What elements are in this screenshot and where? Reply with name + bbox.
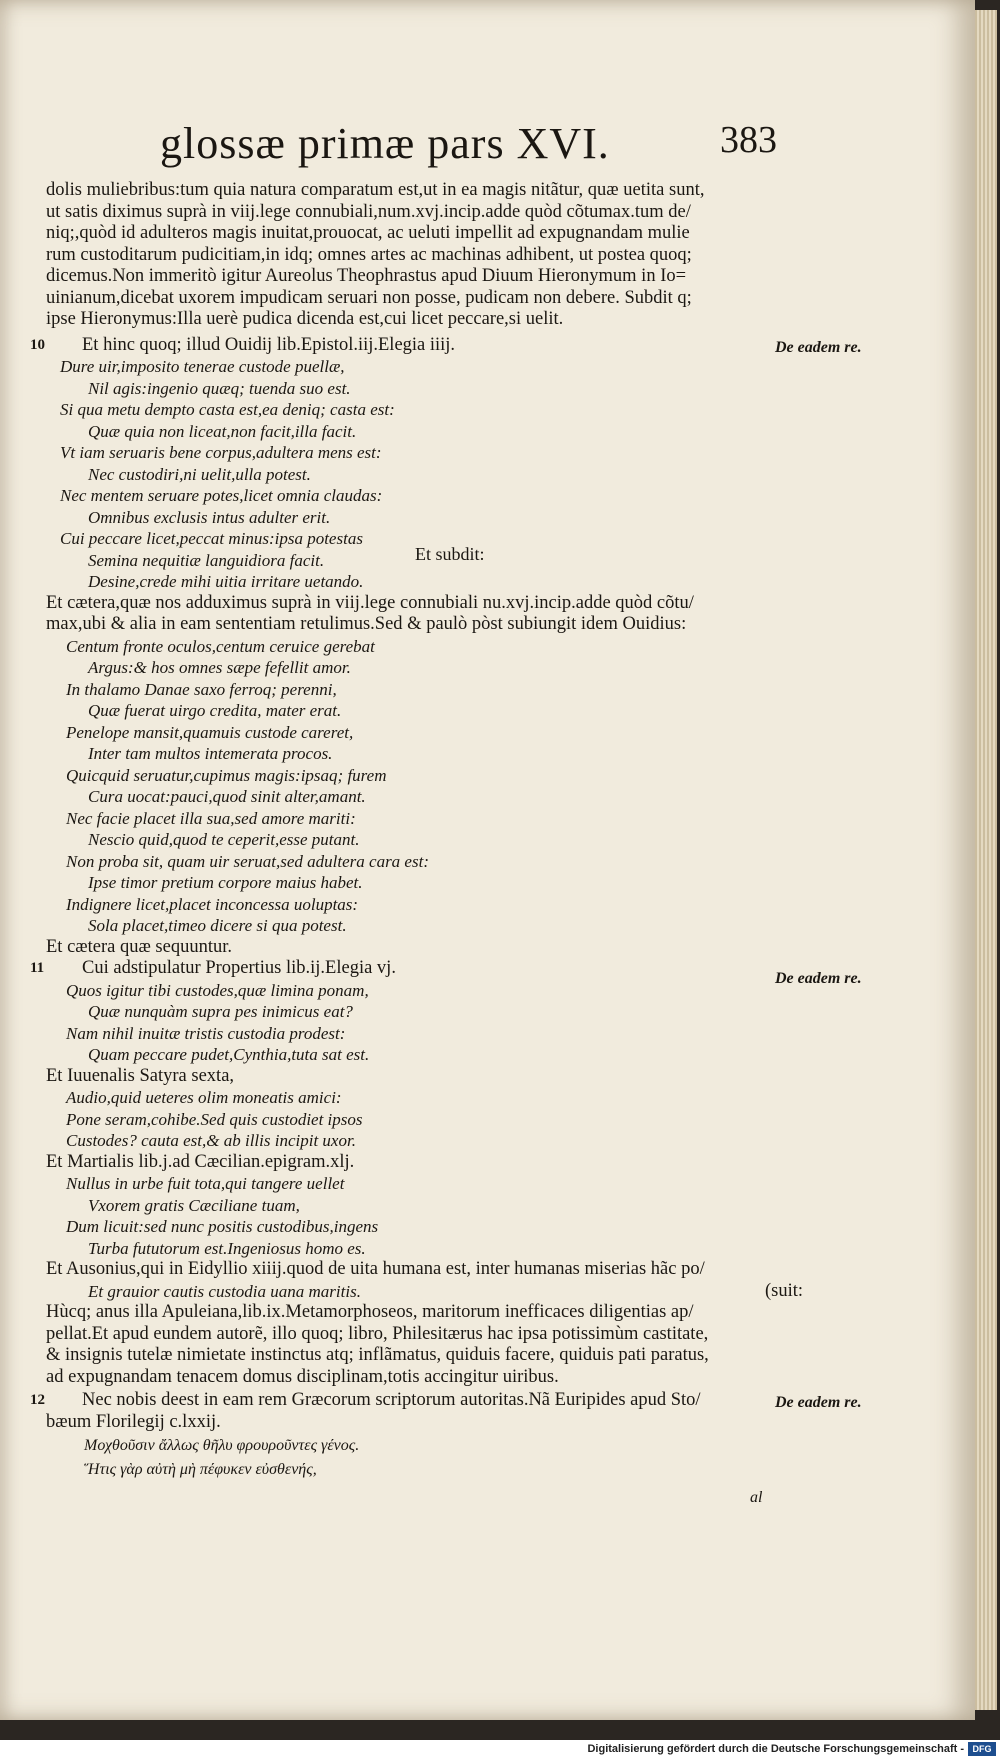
verse-line: Quæ nunquàm supra pes inimicus eat? bbox=[88, 1002, 353, 1021]
verse-line: Omnibus exclusis intus adulter erit. bbox=[88, 507, 331, 527]
greek-line: Μοχθοῦσιν ἄλλως θῆλυ φρουροῦντες γένος. bbox=[84, 1437, 360, 1454]
verse-line: Quæ quia non liceat,non facit,illa facit. bbox=[88, 421, 357, 441]
text-line: Et cætera quæ sequuntur. bbox=[46, 936, 232, 957]
text-line: & insignis tutelæ nimietate instinctus atq; inflãmatus, quiduis facere, quiduis pati paratus, bbox=[46, 1345, 709, 1365]
verse-line: Quicquid seruatur,cupimus magis:ipsaq; furem bbox=[66, 765, 387, 785]
text-line: Et subdit: bbox=[415, 544, 485, 564]
section-number: 12 bbox=[30, 1392, 45, 1408]
verse-line: Nullus in urbe fuit tota,qui tangere uellet bbox=[66, 1174, 345, 1193]
page-number: 383 bbox=[720, 119, 777, 161]
text-line: Nec nobis deest in eam rem Græcorum scriptorum autoritas.Nã Euripides apud Sto/ bbox=[82, 1390, 701, 1410]
verse-line: Pone seram,cohibe.Sed quis custodiet ipsos bbox=[66, 1109, 363, 1129]
verse-line: Indignere licet,placet inconcessa uoluptas: bbox=[66, 894, 359, 914]
verse-line: Inter tam multos intemerata procos. bbox=[88, 744, 333, 763]
text-line: ut satis diximus suprà in viij.lege connubiali,num.xvj.incip.adde quòd cõtumax.tum de/ bbox=[46, 201, 691, 222]
margin-note: De eadem re. bbox=[775, 970, 862, 987]
verse-line: Audio,quid ueteres olim moneatis amici: bbox=[66, 1088, 342, 1107]
text-line: Et cætera,quæ nos adduximus suprà in viij.lege connubiali nu.xvj.incip.adde quòd cõtu/ bbox=[46, 592, 694, 613]
verse-line: Vt iam seruaris bene corpus,adultera mens est: bbox=[60, 443, 382, 462]
text-line: (suit: bbox=[765, 1281, 804, 1301]
verse-line: Sola placet,timeo dicere si qua potest. bbox=[88, 916, 347, 935]
verse-line: Cui peccare licet,peccat minus:ipsa potestas bbox=[60, 529, 363, 548]
text-line: Cui adstipulatur Propertius lib.ij.Elegia vj. bbox=[82, 958, 396, 978]
text-line: Et Martialis lib.j.ad Cæcilian.epigram.xlj. bbox=[46, 1151, 355, 1172]
text-line: uinianum,dicebat uxorem impudicam seruari non posse, pudicam non debere. Subdit q; bbox=[46, 287, 692, 308]
running-header bbox=[160, 118, 780, 169]
verse-line: Argus:& hos omnes sæpe fefellit amor. bbox=[88, 658, 351, 677]
verse-line: Centum fronte oculos,centum ceruice gerebat bbox=[66, 636, 375, 656]
verse-line: Non proba sit, quam uir seruat,sed adultera cara est: bbox=[66, 851, 429, 871]
verse-line: Nec mentem seruare potes,licet omnia claudas: bbox=[60, 486, 383, 505]
verse-line: Dum licuit:sed nunc positis custodibus,ingens bbox=[66, 1217, 379, 1236]
page-title: glossæ primæ pars XVI. bbox=[160, 119, 610, 168]
verse-line: Vxorem gratis Cæciliane tuam, bbox=[88, 1195, 300, 1215]
dfg-logo: DFG bbox=[968, 1742, 996, 1756]
verse-line: Quos igitur tibi custodes,quæ limina ponam, bbox=[66, 980, 369, 1000]
text-line: Et hinc quoq; illud Ouidij lib.Epistol.iij.Elegia iiij. bbox=[82, 334, 456, 355]
text-line: pellat.Et apud eundem autorẽ, illo quoq; libro, Philesitærus hac ipsa potissimùm castitate, bbox=[46, 1323, 709, 1344]
verse-line: Nec custodiri,ni uelit,ulla potest. bbox=[88, 464, 311, 484]
verse-line: Nec facie placet illa sua,sed amore mariti: bbox=[66, 808, 356, 828]
text-line: Et Iuuenalis Satyra sexta, bbox=[46, 1065, 235, 1086]
margin-note: De eadem re. bbox=[775, 338, 862, 356]
text-line: dolis muliebribus:tum quia natura comparatum est,ut in ea magis nitãtur, quæ uetita sunt, bbox=[46, 180, 705, 200]
text-line: max,ubi & alia in eam sententiam retulimus.Sed & paulò pòst subiungit idem Ouidius: bbox=[46, 614, 687, 634]
text-line: rum custoditarum pudicitiam,in idq; omnes artes ac machinas adhibent, ut postea quoq; bbox=[46, 244, 692, 265]
verse-line: Turba fututorum est.Ingeniosus homo es. bbox=[88, 1238, 366, 1258]
margin-note: De eadem re. bbox=[775, 1393, 862, 1411]
verse-line: Quam peccare pudet,Cynthia,tuta sat est. bbox=[88, 1045, 370, 1064]
section-number: 10 bbox=[30, 336, 45, 353]
verse-line: Semina nequitiæ languidiora facit. bbox=[88, 550, 325, 570]
verse-line: Nam nihil inuitæ tristis custodia prodest: bbox=[66, 1023, 346, 1043]
text-line: ad expugnandam tenacem domus disciplinam,totis accingitur uiribus. bbox=[46, 1366, 559, 1387]
text-line: Et Ausonius,qui in Eidyllio xiiij.quod de uita humana est, inter humanas miserias hãc po/ bbox=[46, 1259, 705, 1279]
verse-line: Custodes? cauta est,& ab illis incipit uxor. bbox=[66, 1131, 356, 1150]
text-line: bæum Florilegij c.lxxij. bbox=[46, 1411, 221, 1432]
text-line: niq;,quòd id adulteros magis inuitat,prouocat, ac ueluti impellit ad expugnandam mulie bbox=[46, 223, 690, 243]
text-line: ipse Hieronymus:Illa uerè pudica dicenda est,cui licet peccare,si uelit. bbox=[46, 309, 564, 329]
greek-line: Ἥτις γὰρ αὐτὴ μὴ πέφυκεν εὐσθενής, bbox=[84, 1461, 317, 1478]
footer-credit: Digitalisierung gefördert durch die Deutsche Forschungsgemeinschaft - bbox=[587, 1743, 964, 1755]
verse-line: Cura uocat:pauci,quod sinit alter,amant. bbox=[88, 787, 366, 806]
section-number: 11 bbox=[30, 960, 45, 976]
verse-line: Nescio quid,quod te ceperit,esse putant. bbox=[88, 830, 360, 849]
catchword: al bbox=[750, 1489, 763, 1506]
verse-line: Penelope mansit,quamuis custode careret, bbox=[66, 722, 354, 742]
page-edge bbox=[975, 10, 997, 1710]
verse-line: In thalamo Danae saxo ferroq; perenni, bbox=[66, 679, 337, 699]
verse-line: Dure uir,imposito tenerae custode puellæ, bbox=[60, 357, 345, 376]
digitization-footer bbox=[0, 1740, 1000, 1759]
verse-line: Nil agis:ingenio quæq; tuenda suo est. bbox=[88, 378, 351, 398]
verse-line: Si qua metu dempto casta est,ea deniq; casta est: bbox=[60, 400, 395, 419]
verse-line: Quæ fuerat uirgo credita, mater erat. bbox=[88, 701, 342, 720]
verse-line: Ipse timor pretium corpore maius habet. bbox=[88, 873, 363, 892]
verse-line: Et grauior cautis custodia uana maritis. bbox=[88, 1281, 361, 1301]
verse-line: Desine,crede mihi uitia irritare uetando. bbox=[88, 572, 364, 591]
text-line: Hùcq; anus illa Apuleiana,lib.ix.Metamorphoseos, maritorum inefficaces diligentias ap/ bbox=[46, 1302, 694, 1322]
text-line: dicemus.Non immeritò igitur Aureolus Theophrastus apud Diuum Hieronymum in Io= bbox=[46, 266, 687, 286]
